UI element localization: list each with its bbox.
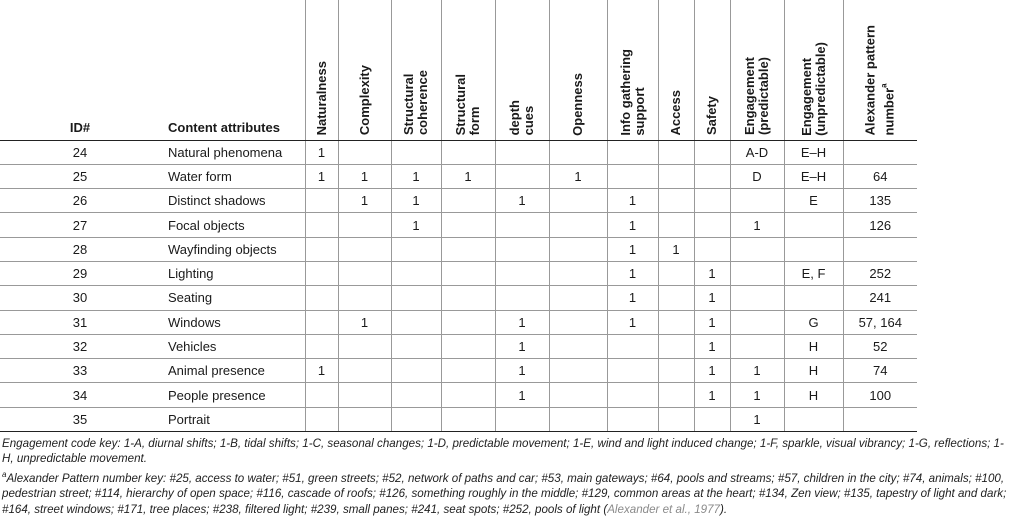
row-cell — [658, 407, 694, 431]
row-cell — [391, 334, 441, 358]
row-cell — [441, 237, 495, 261]
row-cell: G — [784, 310, 843, 334]
table-row — [0, 189, 917, 213]
table-row — [0, 310, 917, 334]
row-id: 30 — [0, 286, 160, 310]
engagement-code-key-note: Engagement code key: 1-A, diurnal shifts; 1-B, tidal shifts; 1-C, seasonal changes; 1-D, predictable movement; 1-E, wind and light induced change; 1-F, sparkle, visual vibrancy; 1-G, reflections; 1-H, unpredictable movement. — [2, 437, 1004, 466]
row-cell — [549, 407, 607, 431]
row-cell: E, F — [784, 261, 843, 285]
table-row — [0, 383, 917, 407]
row-cell — [441, 359, 495, 383]
row-cell — [694, 164, 730, 188]
row-cell — [391, 359, 441, 383]
table-row — [0, 286, 917, 310]
table-row — [0, 164, 917, 188]
row-cell — [607, 359, 658, 383]
row-cell — [694, 237, 730, 261]
row-cell — [495, 237, 549, 261]
row-cell: 52 — [843, 334, 917, 358]
table-row — [0, 213, 917, 237]
row-cell — [391, 407, 441, 431]
header-naturalness-label: Naturalness — [313, 61, 329, 136]
row-cell — [338, 407, 391, 431]
row-cell — [305, 213, 338, 237]
row-cell — [305, 286, 338, 310]
row-cell: E–H — [784, 140, 843, 164]
row-cell — [607, 407, 658, 431]
row-cell: 1 — [495, 189, 549, 213]
header-depth-cues-label: depth cues — [507, 100, 536, 136]
row-cell — [495, 140, 549, 164]
row-cell — [549, 261, 607, 285]
row-cell — [658, 164, 694, 188]
row-cell — [730, 334, 784, 358]
alexander-note-closing: ). — [719, 502, 728, 516]
row-id: 31 — [0, 310, 160, 334]
row-cell: 100 — [843, 383, 917, 407]
row-cell — [658, 310, 694, 334]
header-alexander-pattern-number — [843, 0, 917, 140]
row-cell: E — [784, 189, 843, 213]
row-cell: 126 — [843, 213, 917, 237]
row-cell — [607, 140, 658, 164]
row-cell — [305, 310, 338, 334]
row-id: 28 — [0, 237, 160, 261]
row-cell: 1 — [607, 189, 658, 213]
table-body — [0, 140, 917, 432]
row-cell: 1 — [391, 164, 441, 188]
row-cell — [391, 261, 441, 285]
row-cell: 1 — [495, 310, 549, 334]
header-alexander-pattern-number-label — [864, 25, 897, 136]
row-cell — [694, 189, 730, 213]
row-cell — [495, 261, 549, 285]
row-cell — [843, 237, 917, 261]
row-cell: 1 — [607, 261, 658, 285]
header-row — [0, 0, 917, 140]
row-cell — [549, 383, 607, 407]
row-cell: 64 — [843, 164, 917, 188]
row-cell — [441, 140, 495, 164]
row-cell — [441, 334, 495, 358]
row-cell — [441, 407, 495, 431]
row-cell — [658, 140, 694, 164]
row-cell: 1 — [607, 286, 658, 310]
row-content-attribute: Vehicles — [160, 334, 305, 358]
header-structural-coherence-label: Structural coherence — [401, 70, 430, 136]
row-cell — [338, 237, 391, 261]
header-structural-coherence — [391, 0, 441, 140]
row-cell — [391, 237, 441, 261]
row-cell — [549, 237, 607, 261]
row-cell: 1 — [694, 383, 730, 407]
row-cell: 1 — [730, 359, 784, 383]
table-row — [0, 237, 917, 261]
row-cell: 1 — [694, 261, 730, 285]
row-cell: 1 — [441, 164, 495, 188]
row-cell: D — [730, 164, 784, 188]
row-cell: H — [784, 334, 843, 358]
row-cell: 1 — [730, 213, 784, 237]
row-cell: 1 — [694, 334, 730, 358]
row-id: 24 — [0, 140, 160, 164]
row-cell: 1 — [658, 237, 694, 261]
alexander-note-marker: a — [2, 470, 7, 480]
table-row — [0, 334, 917, 358]
row-cell: 1 — [338, 310, 391, 334]
row-cell — [784, 407, 843, 431]
row-cell — [305, 383, 338, 407]
header-content-attributes: Content attributes — [160, 0, 305, 140]
row-id: 34 — [0, 383, 160, 407]
row-cell: 135 — [843, 189, 917, 213]
row-id: 27 — [0, 213, 160, 237]
header-complexity-label: Complexity — [356, 65, 372, 136]
row-cell: H — [784, 359, 843, 383]
row-cell — [730, 310, 784, 334]
row-cell — [549, 189, 607, 213]
row-cell: H — [784, 383, 843, 407]
row-cell: 1 — [305, 140, 338, 164]
header-structural-form-label: Structural form — [453, 74, 482, 136]
row-cell: 1 — [338, 189, 391, 213]
row-cell: 1 — [694, 359, 730, 383]
row-cell: 1 — [730, 383, 784, 407]
row-cell — [391, 310, 441, 334]
header-engagement-unpredictable-label: Engagement (unpredictable) — [798, 41, 828, 136]
row-cell — [549, 359, 607, 383]
row-cell — [730, 237, 784, 261]
row-cell — [694, 213, 730, 237]
table-row — [0, 359, 917, 383]
row-cell — [549, 334, 607, 358]
row-cell — [441, 310, 495, 334]
row-cell — [391, 383, 441, 407]
row-cell — [305, 237, 338, 261]
row-cell — [338, 213, 391, 237]
row-cell — [843, 140, 917, 164]
header-engagement-unpredictable — [784, 0, 843, 140]
row-cell: 1 — [391, 213, 441, 237]
header-safety — [694, 0, 730, 140]
row-cell — [338, 140, 391, 164]
header-alexander-text: Alexander pattern number — [862, 24, 897, 136]
row-cell: 1 — [495, 383, 549, 407]
row-content-attribute: Windows — [160, 310, 305, 334]
row-cell — [441, 261, 495, 285]
row-cell: 1 — [607, 213, 658, 237]
row-cell: 1 — [607, 237, 658, 261]
row-cell — [694, 140, 730, 164]
row-cell — [338, 261, 391, 285]
row-cell: 74 — [843, 359, 917, 383]
row-cell — [549, 140, 607, 164]
row-cell — [305, 189, 338, 213]
row-cell: 1 — [391, 189, 441, 213]
row-id: 29 — [0, 261, 160, 285]
table-row — [0, 140, 917, 164]
row-cell: 1 — [730, 407, 784, 431]
row-cell — [549, 286, 607, 310]
row-id: 32 — [0, 334, 160, 358]
header-engagement-predictable — [730, 0, 784, 140]
citation-link[interactable]: Alexander et al., 1977 — [607, 502, 720, 516]
row-cell — [495, 164, 549, 188]
row-cell — [441, 383, 495, 407]
row-id: 35 — [0, 407, 160, 431]
header-depth-cues — [495, 0, 549, 140]
header-access-label: Access — [668, 89, 683, 136]
row-cell: 1 — [607, 310, 658, 334]
row-cell — [495, 407, 549, 431]
row-cell — [305, 261, 338, 285]
table-row — [0, 261, 917, 285]
row-content-attribute: Wayfinding objects — [160, 237, 305, 261]
row-cell — [338, 334, 391, 358]
row-cell: 252 — [843, 261, 917, 285]
table-footnotes — [2, 436, 1012, 518]
row-cell — [843, 407, 917, 431]
header-info-gathering-support — [607, 0, 658, 140]
row-cell: 1 — [549, 164, 607, 188]
row-content-attribute: Water form — [160, 164, 305, 188]
row-cell: 241 — [843, 286, 917, 310]
header-info-gathering-support-label: Info gathering support — [617, 48, 647, 136]
row-cell — [784, 213, 843, 237]
header-openness — [549, 0, 607, 140]
row-cell — [441, 286, 495, 310]
row-cell — [338, 359, 391, 383]
row-content-attribute: People presence — [160, 383, 305, 407]
table-row — [0, 407, 917, 431]
row-content-attribute: Seating — [160, 286, 305, 310]
row-cell — [658, 334, 694, 358]
header-safety-label: Safety — [704, 96, 719, 136]
row-cell: 1 — [305, 359, 338, 383]
header-alexander-footnote-marker: a — [879, 83, 889, 88]
row-cell — [607, 334, 658, 358]
row-cell — [495, 213, 549, 237]
header-complexity — [338, 0, 391, 140]
row-cell — [495, 286, 549, 310]
row-cell — [658, 213, 694, 237]
alexander-pattern-key-note — [2, 467, 1012, 516]
row-id: 33 — [0, 359, 160, 383]
row-cell: E–H — [784, 164, 843, 188]
row-cell: A-D — [730, 140, 784, 164]
alexander-note-text: Alexander Pattern number key: #25, access to water; #51, green streets; #52, network of paths and car; #53, main gateways; #64, pools and streams; #57, children in the city; #74, animals; #100, pedestrian street; #114, hierarchy of open space; #116, cascade of roofs; #126, something roughly in the middle; #129, common areas at the heart; #134, Zen view; #135, tapestry of light and dark; #164, street windows; #171, tree places; #238, filtered light; #239, small panes; #241, seat spots; #252, pools of light ( — [2, 472, 1007, 516]
row-cell — [694, 407, 730, 431]
row-cell — [549, 213, 607, 237]
row-cell — [658, 286, 694, 310]
row-cell — [658, 261, 694, 285]
row-cell — [441, 213, 495, 237]
row-content-attribute: Natural phenomena — [160, 140, 305, 164]
header-id: ID# — [0, 0, 160, 140]
header-access — [658, 0, 694, 140]
row-cell — [784, 237, 843, 261]
row-cell: 1 — [495, 359, 549, 383]
row-content-attribute: Distinct shadows — [160, 189, 305, 213]
row-cell: 57, 164 — [843, 310, 917, 334]
row-content-attribute: Animal presence — [160, 359, 305, 383]
header-engagement-predictable-label: Engagement (predictable) — [742, 57, 771, 136]
row-content-attribute: Portrait — [160, 407, 305, 431]
row-cell: 1 — [694, 310, 730, 334]
row-content-attribute: Lighting — [160, 261, 305, 285]
row-cell — [730, 189, 784, 213]
header-naturalness — [305, 0, 338, 140]
row-cell — [784, 286, 843, 310]
row-id: 26 — [0, 189, 160, 213]
row-cell: 1 — [305, 164, 338, 188]
header-structural-form — [441, 0, 495, 140]
row-cell — [338, 286, 391, 310]
row-cell: 1 — [694, 286, 730, 310]
row-id: 25 — [0, 164, 160, 188]
row-cell — [658, 383, 694, 407]
row-cell — [305, 407, 338, 431]
row-cell — [607, 164, 658, 188]
row-cell — [730, 261, 784, 285]
row-cell — [391, 286, 441, 310]
row-cell — [607, 383, 658, 407]
row-cell — [658, 359, 694, 383]
header-openness-label: Openness — [570, 72, 585, 136]
row-cell — [730, 286, 784, 310]
row-content-attribute: Focal objects — [160, 213, 305, 237]
row-cell: 1 — [495, 334, 549, 358]
row-cell — [305, 334, 338, 358]
row-cell — [338, 383, 391, 407]
row-cell: 1 — [338, 164, 391, 188]
row-cell — [391, 140, 441, 164]
row-cell — [549, 310, 607, 334]
row-cell — [658, 189, 694, 213]
row-cell — [441, 189, 495, 213]
